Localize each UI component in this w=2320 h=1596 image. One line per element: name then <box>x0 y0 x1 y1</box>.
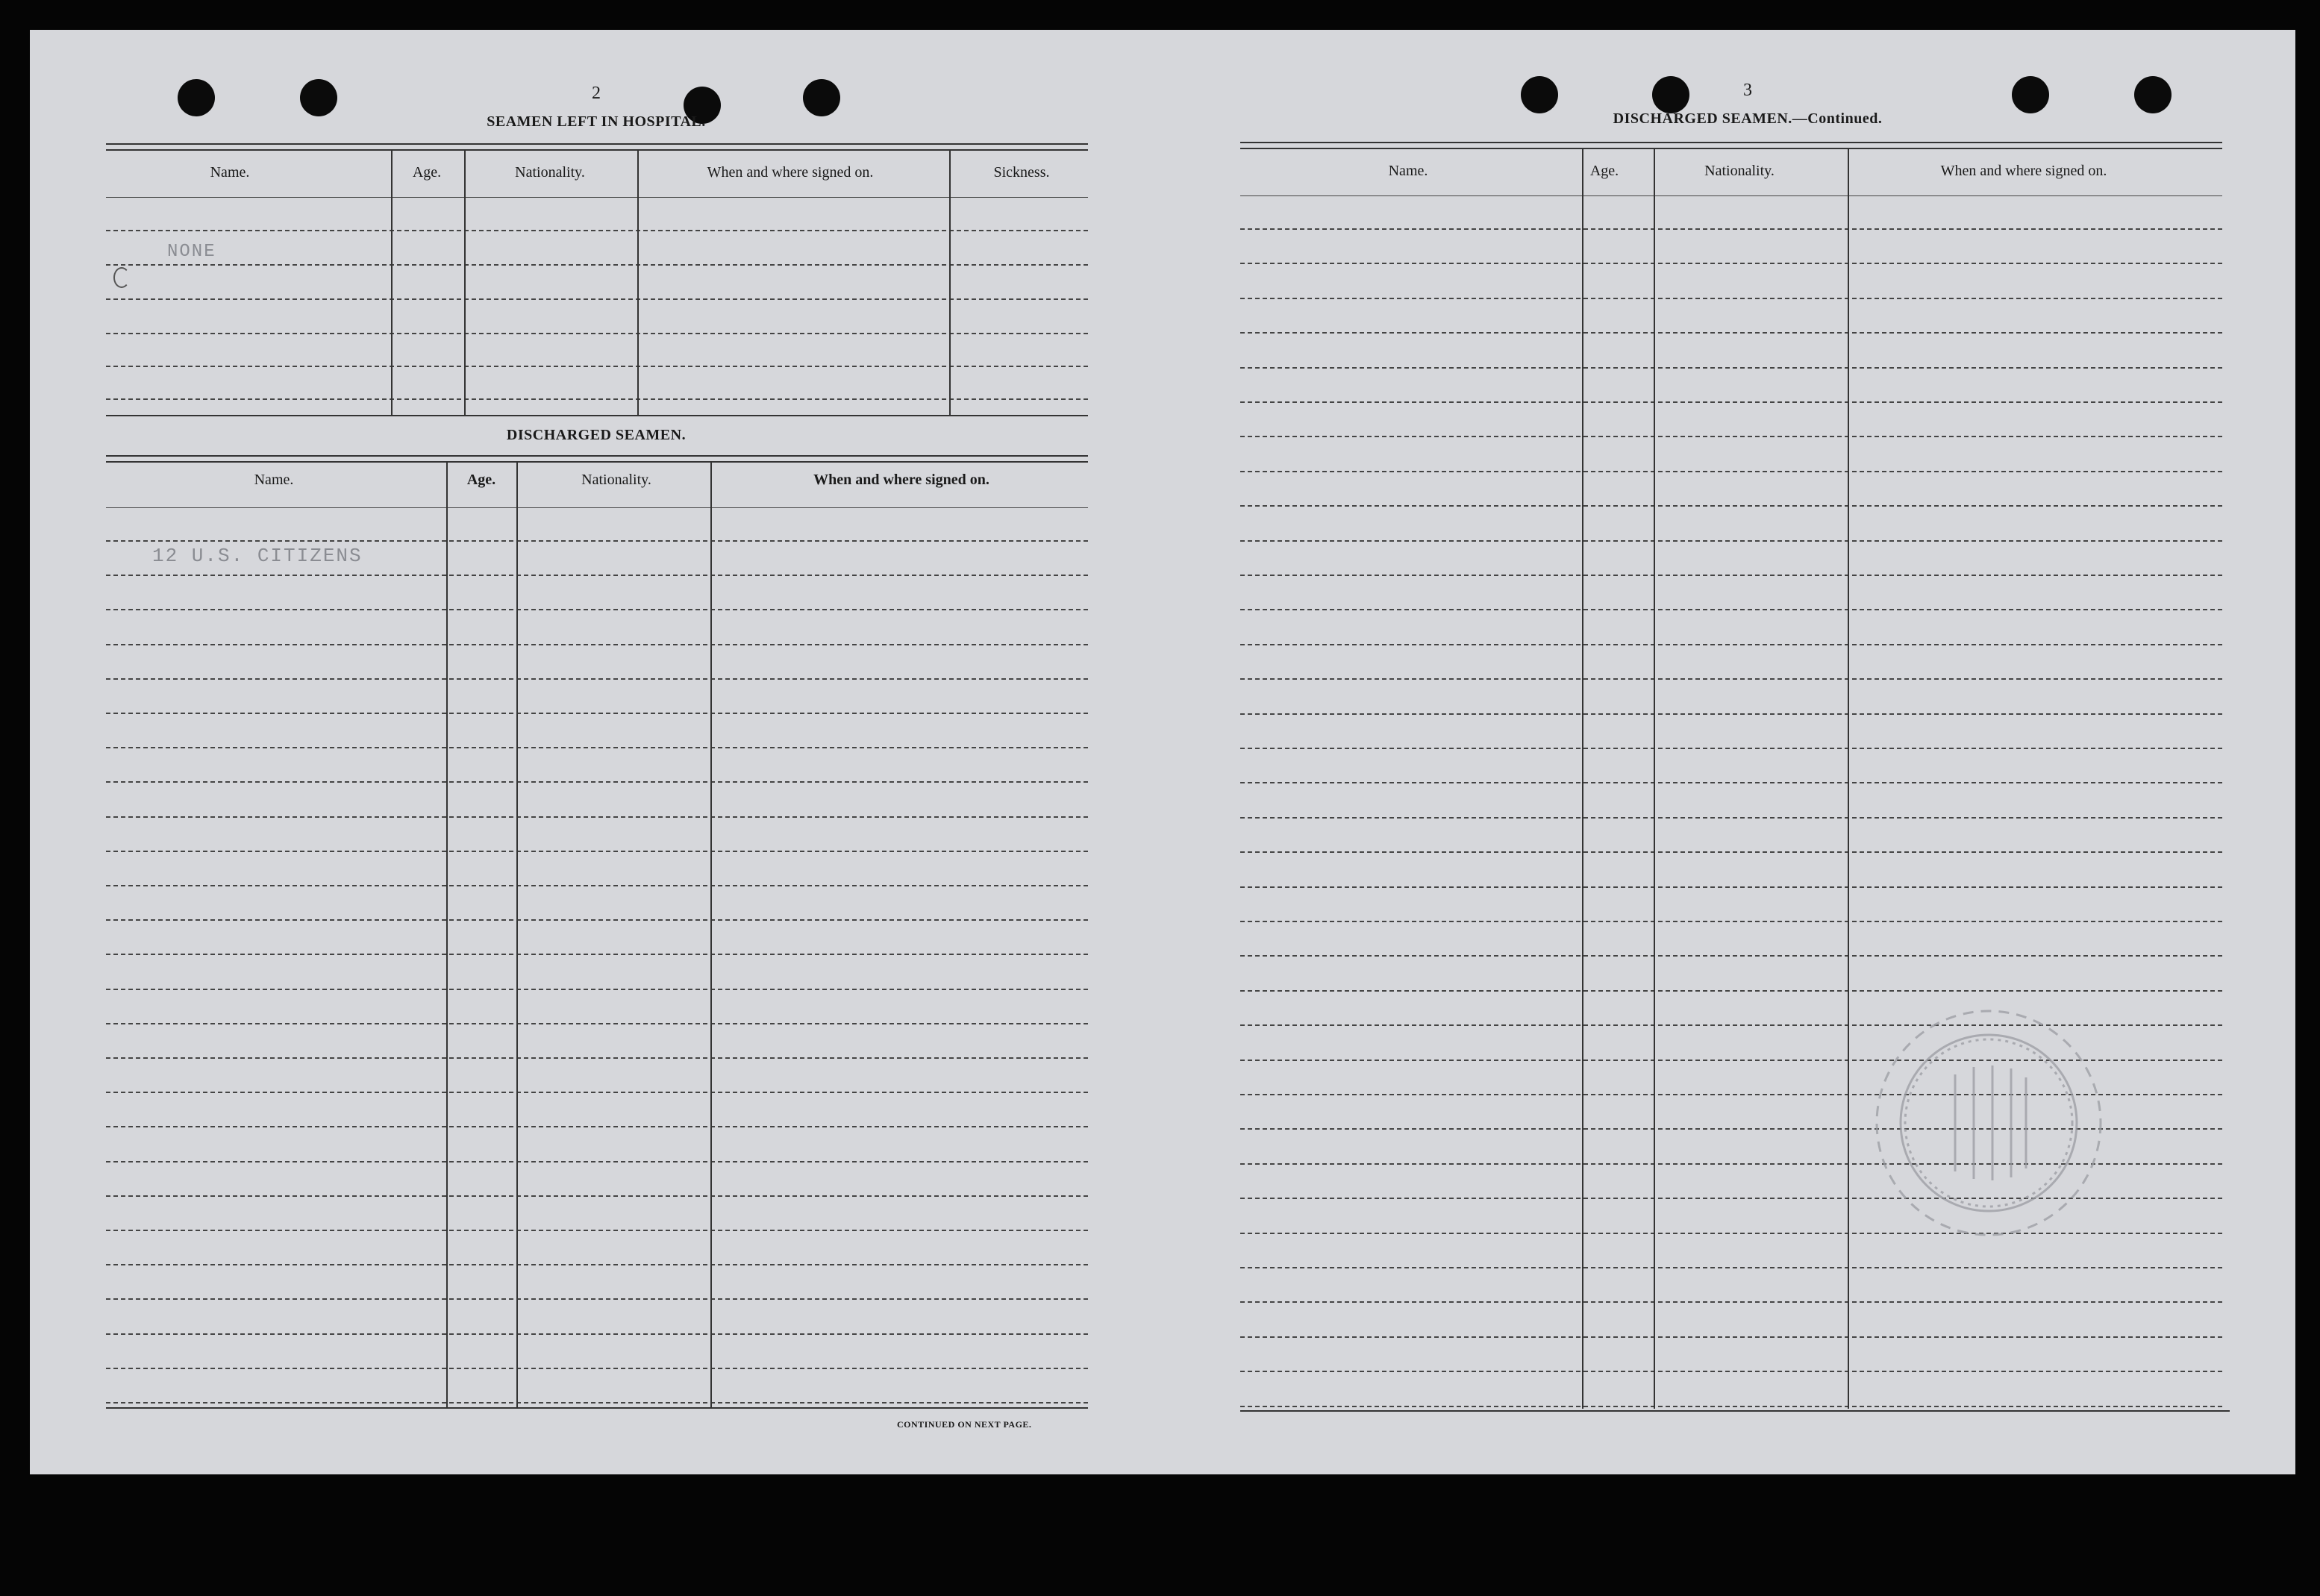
entry-line <box>106 747 1088 748</box>
entry-line <box>1240 955 2222 957</box>
column-divider <box>1654 148 1655 1409</box>
entry-line <box>106 230 1088 231</box>
entry-line <box>106 1195 1088 1197</box>
entry-line <box>1240 1406 2222 1407</box>
entry-line <box>1240 1371 2222 1372</box>
header-rule <box>106 507 1088 508</box>
column-header-name: Name. <box>210 164 250 181</box>
header-rule <box>106 197 1088 198</box>
entry-line <box>106 816 1088 818</box>
entry-line <box>1240 401 2222 403</box>
entry-line <box>1240 851 2222 853</box>
entry-line <box>1240 263 2222 264</box>
entry-line <box>106 575 1088 576</box>
punch-hole <box>2134 76 2172 113</box>
entry-line <box>106 540 1088 542</box>
discharged-continued-title: DISCHARGED SEAMEN.—Continued. <box>1613 110 1883 127</box>
entry-line <box>106 609 1088 610</box>
column-divider <box>464 149 466 415</box>
table-bottom-rule <box>106 1407 1088 1409</box>
punch-hole <box>300 79 337 116</box>
entry-line <box>1240 990 2222 992</box>
document-sheet <box>30 30 2295 1474</box>
table-bottom-rule <box>1240 1410 2230 1412</box>
page-number: 2 <box>592 84 601 103</box>
entry-line <box>1240 471 2222 472</box>
entry-line <box>106 1161 1088 1162</box>
entry-line <box>106 1298 1088 1300</box>
entry-line <box>106 678 1088 680</box>
discharged-entry: 12 U.S. CITIZENS <box>152 545 363 567</box>
entry-line <box>1240 782 2222 783</box>
entry-line <box>1240 713 2222 715</box>
punch-hole <box>1652 76 1689 113</box>
entry-line <box>106 298 1088 300</box>
entry-line <box>1240 1267 2222 1268</box>
entry-line <box>1240 367 2222 369</box>
left-page <box>30 30 1163 1474</box>
column-header-signed-on: When and where signed on. <box>707 164 874 181</box>
entry-line <box>106 954 1088 955</box>
entry-line <box>1240 748 2222 749</box>
entry-line <box>1240 505 2222 507</box>
column-header-age: Age. <box>412 164 442 181</box>
column-header-nationality: Nationality. <box>1704 163 1775 179</box>
entry-line <box>1240 1301 2222 1303</box>
column-header-nationality: Nationality. <box>515 164 585 181</box>
column-divider <box>1582 148 1583 1409</box>
circular-stamp-icon <box>1866 1000 2112 1246</box>
entry-line <box>106 713 1088 714</box>
entry-line <box>1240 228 2222 230</box>
entry-line <box>106 1092 1088 1093</box>
entry-line <box>106 1368 1088 1369</box>
hospital-entry: NONE <box>167 242 216 262</box>
entry-line <box>106 333 1088 334</box>
entry-line <box>106 1264 1088 1265</box>
entry-line <box>106 1333 1088 1335</box>
entry-line <box>106 919 1088 921</box>
punch-hole <box>803 79 840 116</box>
column-divider <box>516 461 518 1407</box>
column-header-age: Age. <box>466 472 496 488</box>
entry-line <box>106 885 1088 886</box>
entry-line <box>106 1023 1088 1024</box>
entry-line <box>1240 678 2222 680</box>
column-divider <box>710 461 712 1407</box>
column-header-sickness: Sickness. <box>993 164 1050 181</box>
entry-line <box>106 1126 1088 1127</box>
entry-line <box>1240 575 2222 576</box>
entry-line <box>106 1230 1088 1231</box>
entry-line <box>106 1402 1088 1403</box>
right-page <box>1163 30 2295 1474</box>
punch-hole <box>2012 76 2049 113</box>
column-header-name: Name. <box>1388 163 1428 179</box>
column-divider <box>1848 148 1849 1409</box>
entry-line <box>106 264 1088 266</box>
entry-line <box>1240 817 2222 819</box>
column-header-age: Age. <box>1589 163 1619 179</box>
page-number: 3 <box>1743 81 1752 100</box>
punch-hole <box>178 79 215 116</box>
entry-line <box>106 644 1088 645</box>
entry-line <box>106 781 1088 783</box>
entry-line <box>1240 298 2222 299</box>
entry-line <box>1240 540 2222 542</box>
column-header-name: Name. <box>254 472 294 488</box>
entry-line <box>1240 1336 2222 1338</box>
entry-line <box>1240 436 2222 437</box>
entry-line <box>106 366 1088 367</box>
column-divider <box>637 149 639 415</box>
entry-line <box>106 851 1088 852</box>
column-divider <box>446 461 448 1407</box>
table-top-rule <box>106 455 1088 463</box>
continued-note: CONTINUED ON NEXT PAGE. <box>897 1419 1032 1430</box>
column-header-nationality: Nationality. <box>581 472 651 488</box>
column-divider <box>391 149 393 415</box>
punch-hole <box>1521 76 1558 113</box>
pencil-mark <box>113 267 130 288</box>
entry-line <box>1240 644 2222 645</box>
entry-line <box>106 398 1088 400</box>
entry-line <box>106 1057 1088 1059</box>
discharged-section-title: DISCHARGED SEAMEN. <box>506 427 687 443</box>
entry-line <box>1240 921 2222 922</box>
column-divider <box>949 149 951 415</box>
table-bottom-rule <box>106 415 1088 416</box>
table-top-rule <box>106 143 1088 151</box>
entry-line <box>1240 332 2222 334</box>
entry-line <box>106 989 1088 990</box>
entry-line <box>1240 609 2222 610</box>
entry-line <box>1240 886 2222 888</box>
header-rule <box>1240 195 2222 196</box>
column-header-signed-on: When and where signed on. <box>813 472 989 488</box>
column-header-signed-on: When and where signed on. <box>1940 163 2107 179</box>
table-top-rule <box>1240 142 2222 149</box>
hospital-section-title: SEAMEN LEFT IN HOSPITAL. <box>487 113 706 130</box>
